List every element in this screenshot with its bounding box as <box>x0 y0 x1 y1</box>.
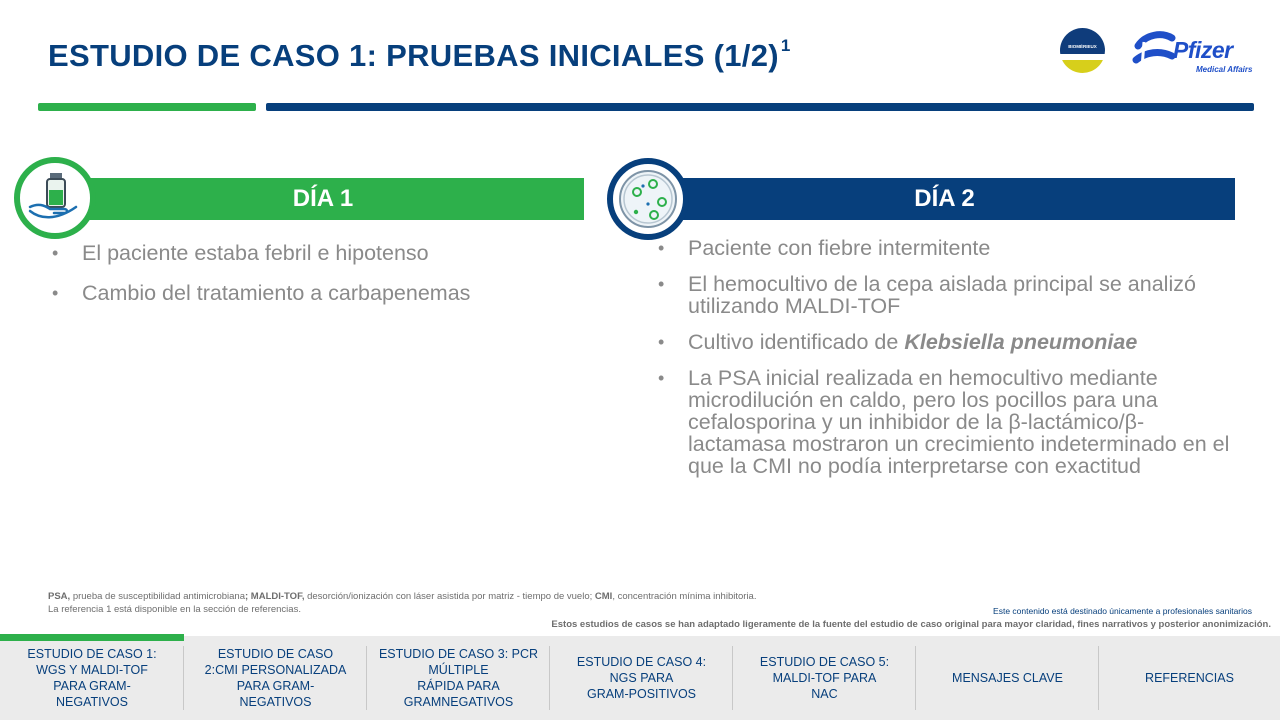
header-divider-green <box>38 103 256 111</box>
case-study-nav <box>0 636 1280 720</box>
biomerieux-logo-text: BIOMÉRIEUX <box>1068 44 1097 49</box>
nav-case-study-3[interactable]: ESTUDIO DE CASO 3: PCR MÚLTIPLE RÁPIDA PARA GRAMNEGATIVOS <box>367 636 550 720</box>
day2-label: DÍA 2 <box>914 185 975 212</box>
adaptation-disclaimer: Estos estudios de casos se han adaptado ligeramente de la fuente del estudio de caso original para mayor claridad, fines narrativos y posterior anonimización. <box>551 619 1271 630</box>
reference-note: La referencia 1 está disponible en la sección de referencias. <box>48 604 301 615</box>
list-item: • Paciente con fiebre intermitente <box>654 237 1234 259</box>
day2-header <box>650 178 1235 220</box>
biomerieux-logo <box>1060 28 1105 73</box>
def-maldi: desorción/ionización con láser asistida por matriz - tiempo de vuelo; <box>304 591 595 602</box>
page-title <box>48 38 791 74</box>
nav-case-study-2[interactable]: ESTUDIO DE CASO 2:CMI PERSONALIZADA PARA GRAM- NEGATIVOS <box>184 636 367 720</box>
header-divider-blue <box>266 103 1254 111</box>
petri-dish-icon <box>613 164 683 234</box>
nav-case-study-4[interactable]: ESTUDIO DE CASO 4: NGS PARA GRAM-POSITIVOS <box>550 636 733 720</box>
abbrev-maldi: ; MALDI-TOF, <box>245 591 305 602</box>
day2-icon-circle <box>607 158 689 240</box>
def-cmi: , concentración mínima inhibitoria. <box>612 591 757 602</box>
def-psa: prueba de susceptibilidad antimicrobiana <box>70 591 245 602</box>
list-item: • El hemocultivo de la cepa aislada principal se analizó utilizando MALDI-TOF <box>654 273 1234 317</box>
list-item: • La PSA inicial realizada en hemocultivo mediante microdilución en caldo, pero los pocillos para una cefalosporina y un inhibidor de la β-lactámico/β-lactamasa mostraron un crecimiento indeterminado en el que la CMI no podía interpretarse con exactitud <box>654 367 1234 477</box>
nav-references[interactable]: REFERENCIAS <box>1145 671 1234 685</box>
nav-active-indicator <box>0 634 184 641</box>
day1-label: DÍA 1 <box>292 185 354 212</box>
title-reference-superscript: 1 <box>780 36 791 55</box>
list-item-text: Cultivo identificado de <box>688 330 905 354</box>
vial-in-hand-icon <box>20 163 90 233</box>
list-item: • Cambio del tratamiento a carbapenemas <box>48 282 568 304</box>
pfizer-logo <box>1132 28 1256 74</box>
page-title-text: ESTUDIO DE CASO 1: PRUEBAS INICIALES (1/2) <box>48 38 779 73</box>
day2-bullet-list <box>654 237 1234 491</box>
hcp-disclaimer: Este contenido está destinado únicamente a profesionales sanitarios <box>993 606 1252 616</box>
abbrev-cmi: CMI <box>594 591 613 602</box>
day1-header <box>56 178 584 220</box>
day1-bullet-list <box>48 242 568 322</box>
abbrev-psa: PSA, <box>48 591 71 602</box>
nav-key-messages[interactable]: MENSAJES CLAVE <box>916 636 1099 720</box>
pfizer-logo-text: Pfizer <box>1173 37 1233 63</box>
organism-name: Klebsiella pneumoniae <box>904 330 1138 354</box>
pfizer-logo-subtitle: Medical Affairs <box>1196 65 1253 74</box>
abbreviations-line <box>48 590 756 603</box>
day1-icon-circle <box>14 157 96 239</box>
abbreviations-footnote <box>48 590 756 616</box>
nav-case-study-1[interactable]: ESTUDIO DE CASO 1: WGS Y MALDI-TOF PARA GRAM- NEGATIVOS <box>0 636 184 720</box>
list-item: • El paciente estaba febril e hipotenso <box>48 242 568 264</box>
list-item <box>654 331 1234 353</box>
nav-case-study-5[interactable]: ESTUDIO DE CASO 5: MALDI-TOF PARA NAC <box>733 636 916 720</box>
pfizer-helix-icon <box>1132 28 1176 74</box>
